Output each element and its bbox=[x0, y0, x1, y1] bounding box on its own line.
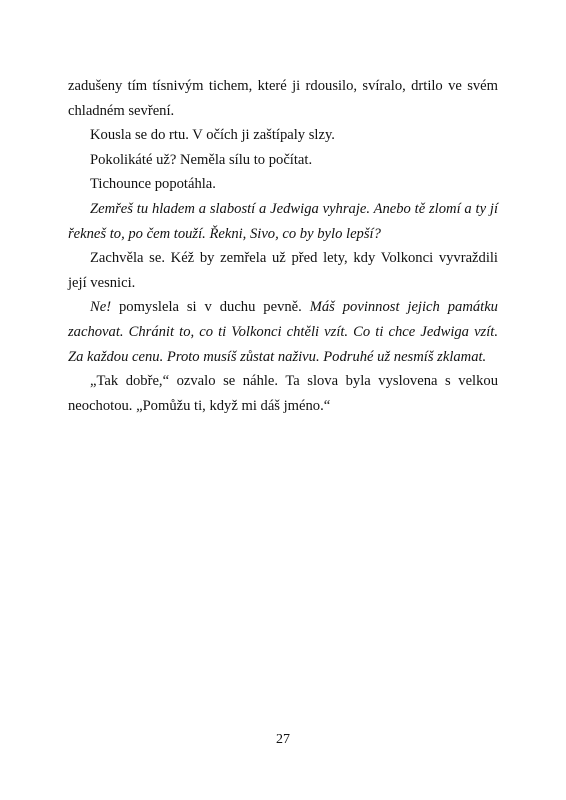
italic-text: Zemřeš tu hladem a slabostí a Jedwiga vyhraje. Anebo tě zlomí a ty jí řekneš to, po čem touží. Řekni, Sivo, co by bylo lepší? bbox=[68, 200, 498, 242]
paragraph-continuation: zadušeny tím tísnivým tichem, které ji rdousilo, svíralo, drtilo ve svém chladném sevření. bbox=[68, 78, 498, 119]
paragraph: Kousla se do rtu. V očích ji zaštípaly slzy. bbox=[90, 127, 335, 144]
normal-text: pomyslela si v duchu pevně. bbox=[111, 299, 310, 316]
paragraph: Zachvěla se. Kéž by zemřela už před lety, kdy Volkonci vyvraždili její vesnici. bbox=[68, 250, 498, 291]
paragraph: Pokolikáté už? Neměla sílu to počítat. bbox=[90, 151, 313, 168]
paragraph: Tichounce popotáhla. bbox=[90, 176, 216, 193]
paragraph-dialogue: „Tak dobře,“ ozvalo se náhle. Ta slova byla vyslovena s velkou neochotou. „Pomůžu ti, když mi dáš jméno.“ bbox=[68, 373, 498, 414]
italic-text: Ne! bbox=[90, 299, 112, 316]
italic-text: Máš povinnost jejich památku zachovat. Chránit to, co ti Volkonci chtěli vzít. Co ti chce Jedwiga vzít. Za každou cenu. Proto musíš zůstat naživu. Podruhé už nesmíš zklamat. bbox=[68, 299, 498, 365]
body-text bbox=[68, 74, 498, 418]
paragraph-mixed bbox=[68, 295, 498, 369]
paragraph-italic-thought bbox=[68, 197, 498, 246]
page-number: 27 bbox=[276, 732, 290, 747]
